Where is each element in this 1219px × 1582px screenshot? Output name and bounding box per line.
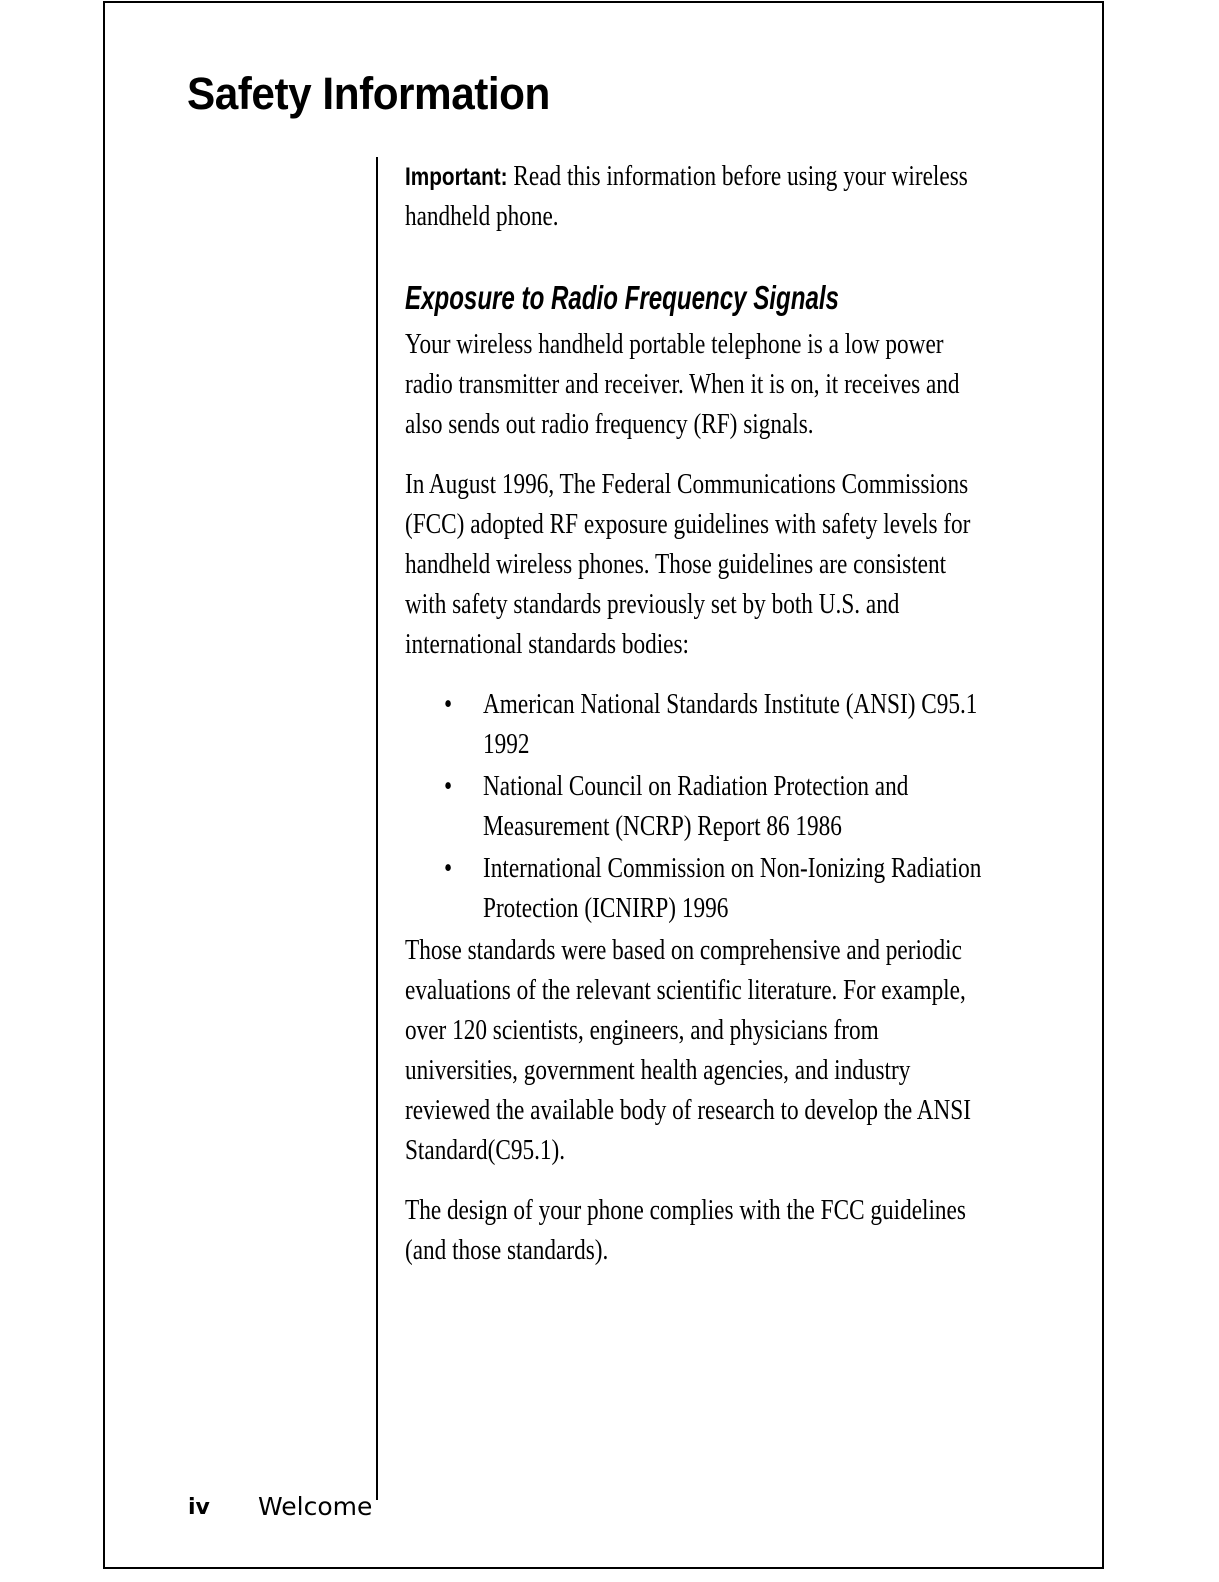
page-title: Safety Information [187, 68, 550, 119]
bullet-icon: • [444, 853, 453, 884]
paragraph-standards-basis: Those standards were based on comprehensive and periodic evaluations of the relevant scientific literature. For example, over 120 scientists, engineers, and physicians from universities, government health agencies, and industry reviewed the available body of research to develop the ANSI Standard(C95.1). [405, 935, 971, 1166]
standards-list [405, 685, 991, 929]
main-content [405, 157, 1025, 1291]
list-item [405, 767, 991, 847]
bullet-icon: • [444, 689, 453, 720]
list-item [405, 685, 991, 765]
list-item-text: International Commission on Non-Ionizing Radiation Protection (ICNIRP) 1996 [483, 853, 982, 924]
important-note [405, 157, 991, 237]
important-text: Read this information before using your wireless handheld phone. [405, 161, 968, 232]
margin-rule [376, 157, 378, 1500]
bullet-icon: • [444, 771, 453, 802]
footer-section-label: Welcome [258, 1492, 373, 1521]
list-item-text: American National Standards Institute (ANSI) C95.1 1992 [483, 689, 978, 760]
list-item [405, 849, 991, 929]
footer-page-number: iv [188, 1495, 210, 1520]
section-heading: Exposure to Radio Frequency Signals [405, 279, 839, 316]
paragraph-fcc: In August 1996, The Federal Communications Commissions (FCC) adopted RF exposure guidelines with safety levels for handheld wireless phones. Those guidelines are consistent with safety standards previously set by both U.S. and international standards bodies: [405, 469, 971, 660]
paragraph-rf-intro: Your wireless handheld portable telephone is a low power radio transmitter and receiver. When it is on, it receives and also sends out radio frequency (RF) signals. [405, 329, 960, 440]
paragraph-compliance: The design of your phone complies with the FCC guidelines (and those standards). [405, 1195, 966, 1266]
list-item-text: National Council on Radiation Protection and Measurement (NCRP) Report 86 1986 [483, 771, 909, 842]
important-label: Important: [405, 163, 508, 191]
